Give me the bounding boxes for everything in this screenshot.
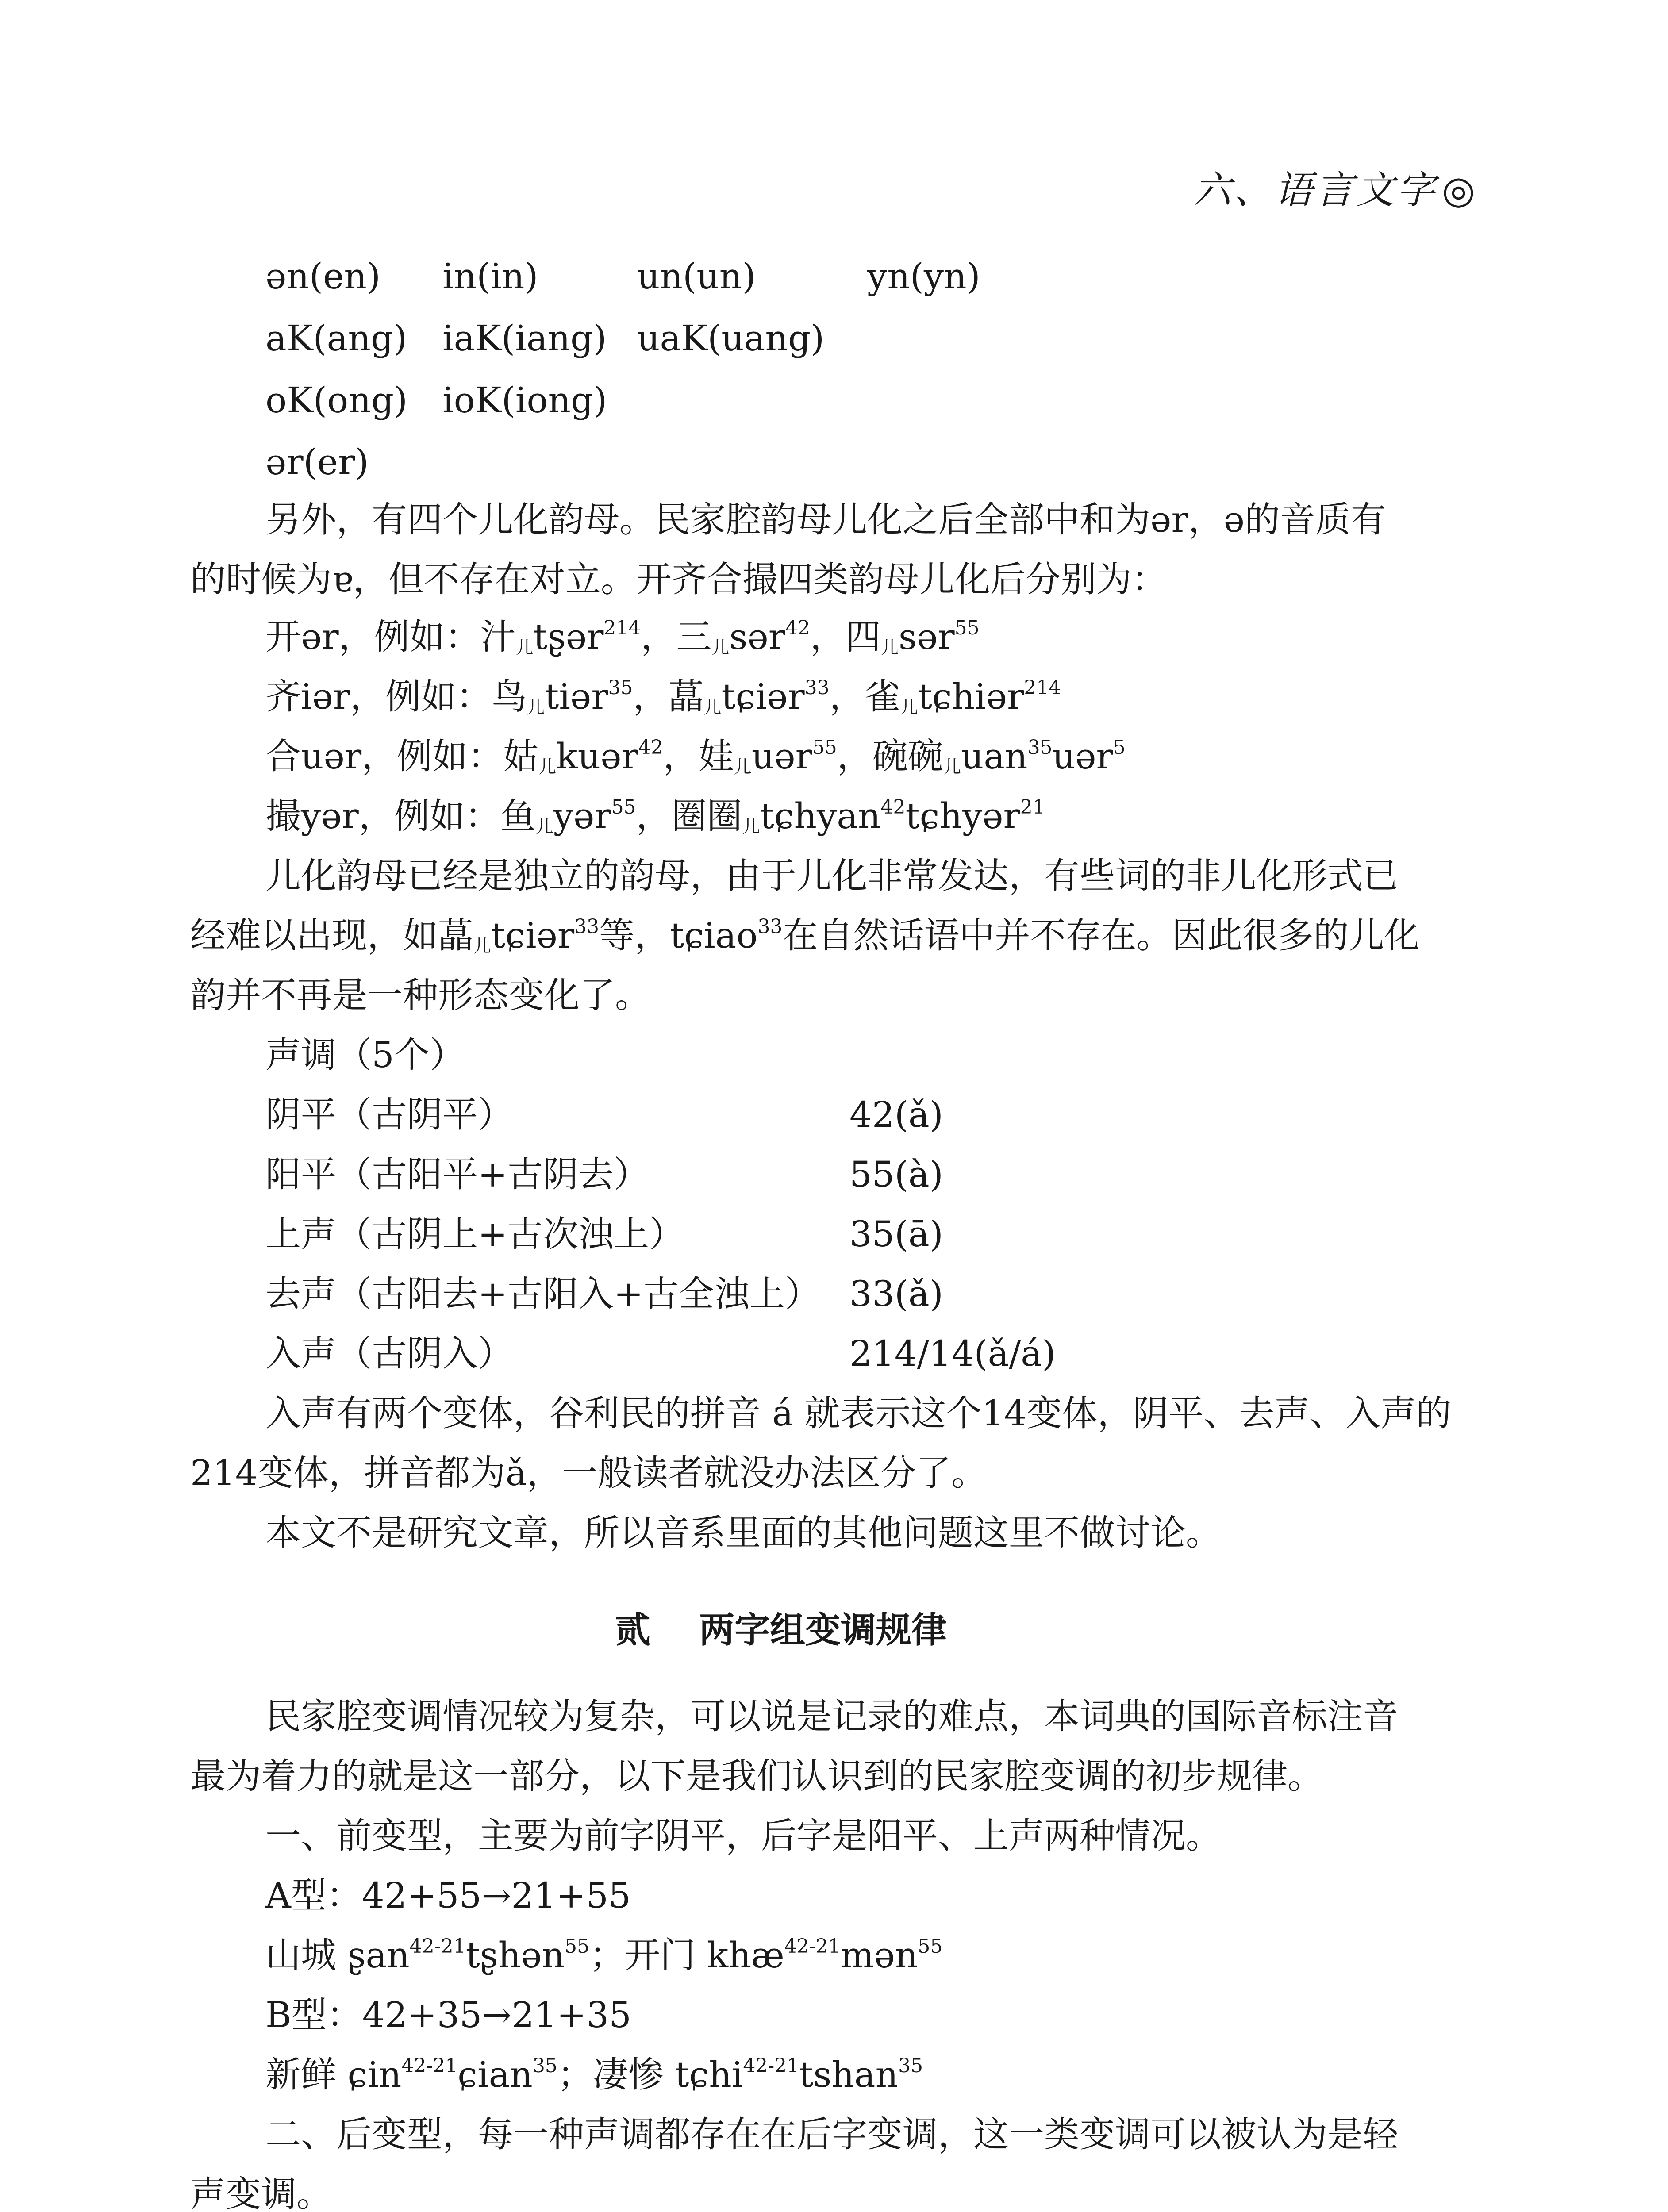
final-cell: iaK(iang) (442, 318, 607, 359)
final-cell: yn(yn) (867, 256, 980, 297)
final-cell: ən(en) (265, 256, 381, 297)
erhua-example-cuo: 撮yər，例如：鱼$_儿$yər$^{55}$，圈圈$_儿$tɕhyan$^{42}$tɕhyər$^{21}$ (265, 795, 1045, 837)
final-cell: in(in) (442, 256, 538, 297)
tone-value: 35(ā) (849, 1214, 943, 1255)
tone-name: 阳平（古阳平+古阴去） (265, 1154, 650, 1195)
type-a-examples: 山城 ʂan$^{42-21}$tʂhən$^{55}$；开门 khæ$^{42-21}$mən$^{55}$ (265, 1935, 943, 1976)
tones-title: 声调（5个） (265, 1034, 465, 1075)
section-heading (615, 1601, 947, 1652)
back-change-line-2: 声变调。 (190, 2174, 332, 2212)
tone-row (265, 1333, 1056, 1374)
type-b-examples: 新鲜 ɕin$^{42-21}$ɕian$^{35}$；凄惨 tɕhi$^{42-21}$tshan$^{35}$ (265, 2054, 923, 2095)
final-cell: ər(er) (265, 442, 369, 483)
note-paragraph: 本文不是研究文章，所以音系里面的其他问题这里不做讨论。 (265, 1512, 1221, 1553)
tone-value: 42(ǎ) (849, 1094, 943, 1135)
independent-para-line-3: 韵并不再是一种形态变化了。 (190, 975, 650, 1016)
tone-value: 55(à) (849, 1154, 943, 1195)
tone-name: 入声（古阴入） (265, 1333, 513, 1374)
erhua-example-he: 合uər，例如：姑$_儿$kuər$^{42}$，娃$_儿$uər$^{55}$，碗碗$_儿$uan$^{35}$uər$^5$ (265, 736, 1126, 777)
final-cell: aK(ang) (265, 318, 407, 359)
independent-para-line-2: 经难以出现，如蕌$_儿$tɕiər$^{33}$等，tɕiao$^{33}$在自然话语中并不存在。因此很多的儿化 (190, 915, 1420, 956)
running-header (1193, 159, 1478, 214)
erhua-para-line-2: 的时候为ɐ，但不存在对立。开齐合撮四类韵母儿化后分别为： (190, 559, 1167, 600)
rusheng-para-line-1: 入声有两个变体，谷利民的拼音 á 就表示这个14变体，阴平、去声、入声的 (265, 1393, 1452, 1434)
tone-value: 214/14(ǎ/á) (849, 1333, 1056, 1374)
section-title: 两字组变调规律 (699, 1609, 947, 1651)
type-b-rule: B型：42+35→21+35 (265, 1994, 632, 2035)
erhua-example-qi: 齐iər，例如：鸟$_儿$tiər$^{35}$，蕌$_儿$tɕiər$^{33}$，雀$_儿$tɕhiər$^{214}$ (265, 676, 1061, 718)
final-cell: uaK(uang) (637, 318, 825, 359)
tone-name: 去声（古阳去+古阳入+古全浊上） (265, 1273, 821, 1314)
tone-value: 33(ǎ) (849, 1273, 943, 1314)
tone-row (265, 1094, 943, 1135)
tone-row (265, 1214, 943, 1255)
tone-row (265, 1154, 943, 1195)
final-cell: un(un) (637, 256, 756, 297)
section-number: 贰 (615, 1609, 650, 1651)
front-change-line: 一、前变型，主要为前字阴平，后字是阳平、上声两种情况。 (265, 1815, 1221, 1856)
rusheng-para-line-2: 214变体，拼音都为ǎ，一般读者就没办法区分了。 (190, 1452, 987, 1494)
erhua-para-line-1: 另外，有四个儿化韵母。民家腔韵母儿化之后全部中和为ər，ə的音质有 (265, 499, 1386, 540)
sandhi-para-line-2: 最为着力的就是这一部分，以下是我们认识到的民家腔变调的初步规律。 (190, 1755, 1323, 1797)
final-cell: ioK(iong) (442, 380, 607, 421)
tone-name: 上声（古阴上+古次浊上） (265, 1214, 685, 1255)
back-change-line-1: 二、后变型，每一种声调都存在在后字变调，这一类变调可以被认为是轻 (265, 2114, 1398, 2155)
independent-para-line-1: 儿化韵母已经是独立的韵母，由于儿化非常发达，有些词的非儿化形式已 (265, 855, 1398, 896)
sandhi-para-line-1: 民家腔变调情况较为复杂，可以说是记录的难点，本词典的国际音标注音 (265, 1696, 1398, 1737)
final-cell: oK(ong) (265, 380, 408, 421)
erhua-example-kai: 开ər，例如：汁$_儿$tʂər$^{214}$，三$_儿$sər$^{42}$，四$_儿$sər$^{55}$ (265, 616, 980, 658)
header-title: 六、语言文字 (1193, 168, 1437, 212)
type-a-rule: A型：42+55→21+55 (265, 1875, 631, 1916)
header-circle-mark: ◎ (1441, 168, 1478, 212)
tone-row (265, 1273, 943, 1314)
tone-name: 阴平（古阴平） (265, 1094, 513, 1135)
